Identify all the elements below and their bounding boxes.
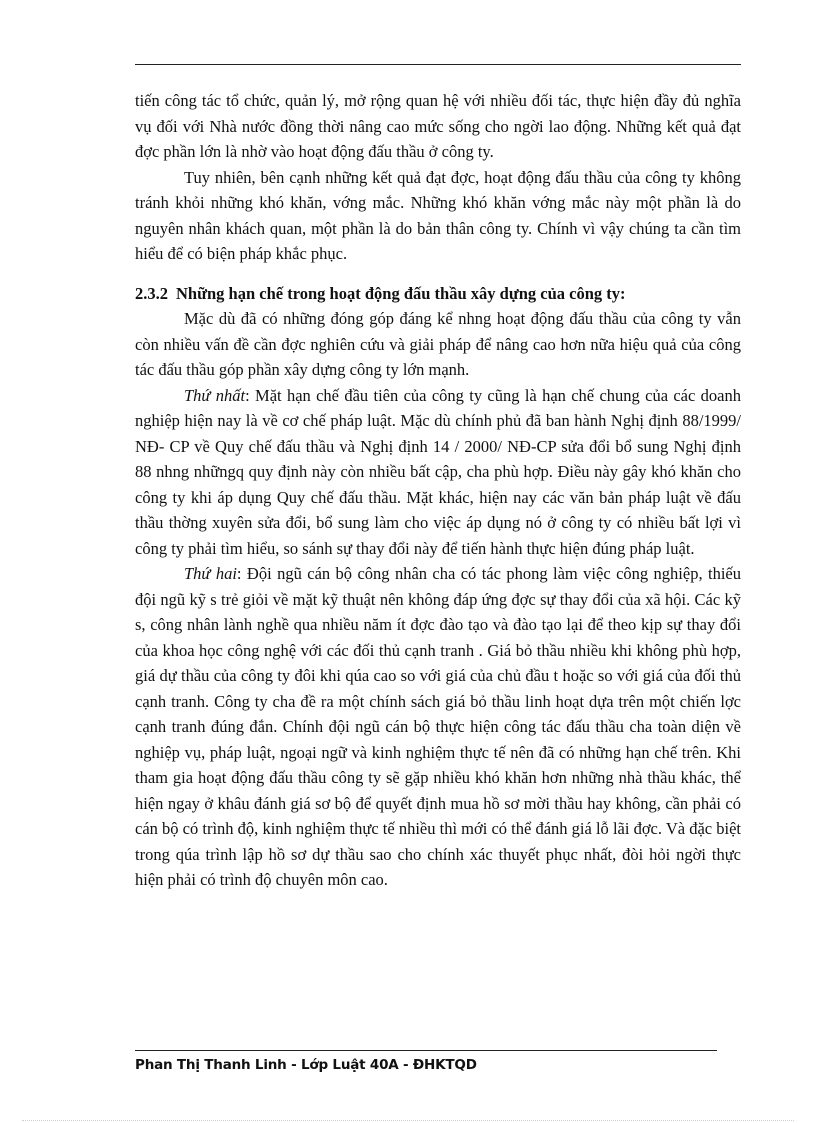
second-point-text: : Đội ngũ cán bộ công nhân cha có tác phong làm việc công nghiệp, thiếu đội ngũ kỹ s trẻ giỏi về mặt kỹ thuật nên không đáp ứng đợc sự thay đổi của xã hội. Các kỹ s, công nhân lành nghề qua nhiều năm ít đợc đào tạo và đào tạo lại để theo kịp sự thay đổi của khoa học công nghệ với các đối thủ cạnh tranh . Giá bỏ thầu nhiều khi không phù hợp, giá dự thầu của công ty đôi khi qúa cao so với giá của chủ đầu t hoặc so với giá của đối thủ cạnh tranh. Công ty cha đề ra một chính sách giá bỏ thầu linh hoạt dựa trên một chiến lợc cạnh tranh đúng đắn. Chính đội ngũ cán bộ thực hiện công tác đấu thầu cha toàn diện về nghiệp vụ, pháp luật, ngoại ngữ và kinh nghiệm thực tế nên đã có những hạn chế trên. Khi tham gia hoạt động đấu thầu công ty sẽ gặp nhiều khó khăn hơn những nhà thầu khác, thể hiện ngay ở khâu đánh giá sơ bộ để quyết định mua hồ sơ mời thầu hay không, cần phải có cán bộ có trình độ, kinh nghiệm thực tế nhiều thì mới có thể đánh giá lỗ lãi đợc. Và đặc biệt trong qúa trình lập hồ sơ dự thầu sao cho chính xác thuyết phục nhất, đòi hỏi ngời thực hiện phải có trình độ chuyên môn cao. — [135, 564, 741, 889]
second-point-label: Thứ hai — [184, 564, 237, 583]
section-number: 2.3.2 — [135, 283, 168, 303]
page-footer: Phan Thị Thanh Linh - Lớp Luật 40A - ĐHKTQD — [135, 1057, 477, 1073]
intro-paragraph-1: tiến công tác tổ chức, quản lý, mở rộng quan hệ với nhiều đối tác, thực hiện đầy đủ nghĩa vụ đối với Nhà nước đồng thời nâng cao mức sống cho ngời lao động. Những kết quả đạt đợc phần lớn là nhờ vào hoạt động đấu thầu ở công ty. — [135, 91, 741, 161]
document-body — [135, 88, 741, 893]
section-heading — [135, 281, 741, 307]
section-paragraph-1: Mặc dù đã có những đóng góp đáng kể nhng hoạt động đấu thầu của công ty vẫn còn nhiều vấn đề cần đợc nghiên cứu và giải pháp để nâng cao hơn nữa hiệu quả của công tác đấu thầu góp phần xây dựng công ty lớn mạnh. — [135, 309, 741, 379]
section-title: Những hạn chế trong hoạt động đấu thầu xây dựng của công ty: — [176, 283, 626, 303]
footer-rule — [135, 1050, 717, 1051]
first-point-text: : Mặt hạn chế đầu tiên của công ty cũng là hạn chế chung của các doanh nghiệp hiện nay là về cơ chế pháp luật. Mặc dù chính phủ đã ban hành Nghị định 88/1999/ NĐ- CP về Quy chế đấu thầu và Nghị định 14 / 2000/ NĐ-CP sửa đổi bổ sung Nghị định 88 nhng nhữngq quy định này còn nhiều bất cập, cha phù hợp. Điều này gây khó khăn cho công ty khi áp dụng Quy chế đấu thầu. Mặt khác, hiện nay các văn bản pháp luật về đấu thầu thờng xuyên sửa đổi, bổ sung làm cho việc áp dụng nó ở công ty có nhiều bất lợi vì công ty phải tìm hiểu, so sánh sự thay đổi này để tiến hành thực hiện đúng pháp luật. — [135, 385, 741, 558]
intro-paragraph-2: Tuy nhiên, bên cạnh những kết quả đạt đợc, hoạt động đấu thầu của công ty không tránh khỏi những khó khăn, vớng mắc. Những khó khăn vớng mắc này một phần là do nguyên nhân khách quan, một phần là do bản thân công ty. Chính vì vậy chúng ta cần tìm hiểu để có biện pháp khắc phục. — [135, 167, 741, 263]
header-rule — [135, 64, 741, 65]
second-point-paragraph — [135, 561, 741, 893]
page-edge-divider — [22, 1120, 794, 1121]
first-point-label: Thứ nhất — [184, 385, 246, 405]
first-point-paragraph — [135, 383, 741, 562]
